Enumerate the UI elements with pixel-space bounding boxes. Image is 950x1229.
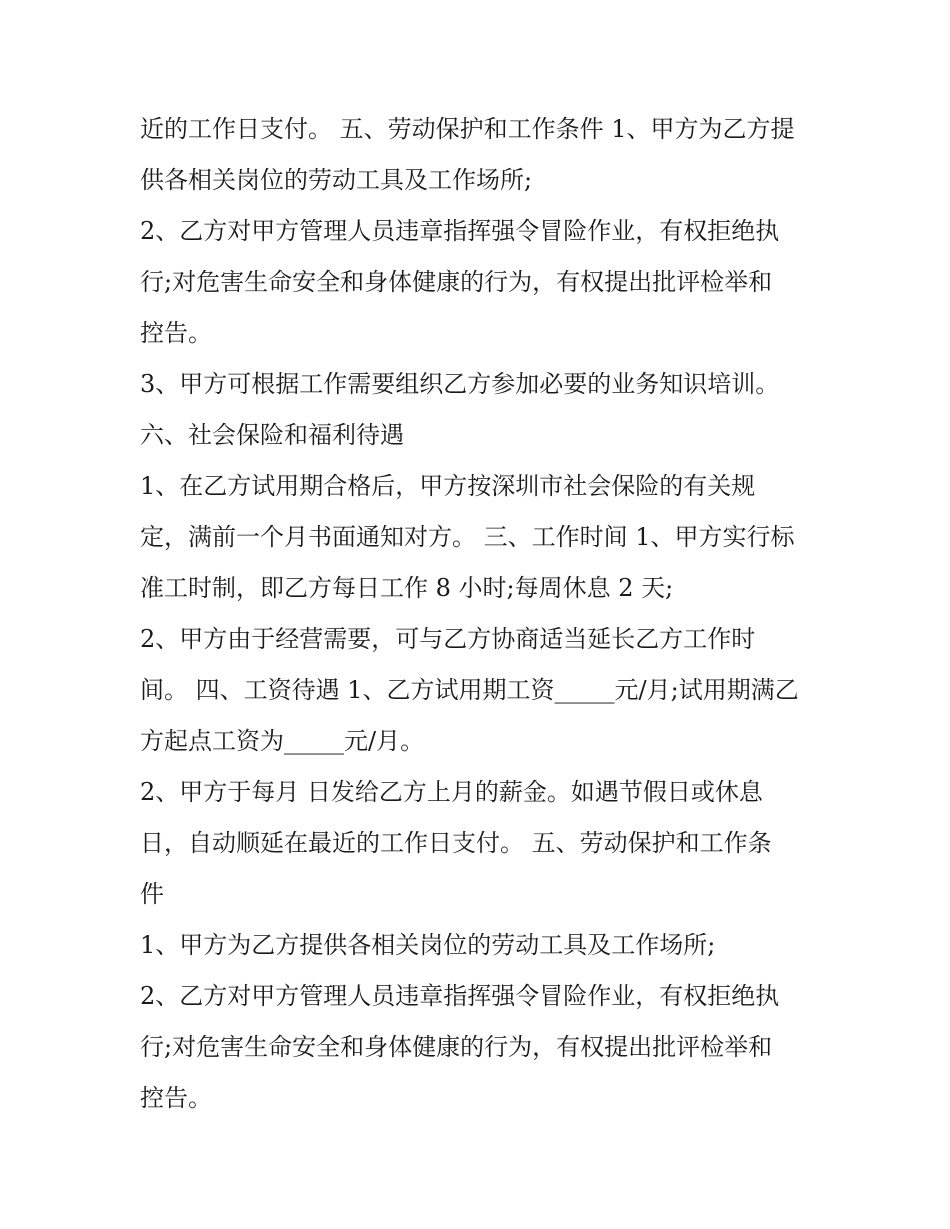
text-line: 2、甲方于每月 日发给乙方上月的薪金。如遇节假日或休息: [140, 778, 763, 806]
text-line: 2、乙方对甲方管理人员违章指挥强令冒险作业，有权拒绝执: [140, 217, 780, 245]
text-line: 日，自动顺延在最近的工作日支付。 五、劳动保护和工作条: [140, 829, 772, 857]
text-line: 控告。: [140, 1084, 212, 1112]
text-line: 行;对危害生命安全和身体健康的行为，有权提出批评检举和: [140, 1033, 773, 1061]
text-line: 准工时制，即乙方每日工作 8 小时;每周休息 2 天;: [140, 574, 674, 602]
text-line: 3、甲方可根据工作需要组织乙方参加必要的业务知识培训。: [140, 370, 780, 398]
text-line: 定，满前一个月书面通知对方。 三、工作时间 1、甲方实行标: [140, 523, 795, 551]
document-body: [140, 104, 820, 1124]
text-line: 近的工作日支付。 五、劳动保护和工作条件 1、甲方为乙方提: [140, 115, 795, 143]
section-heading: 六、社会保险和福利待遇: [140, 421, 404, 449]
text-line: 控告。: [140, 319, 212, 347]
text-line: 行;对危害生命安全和身体健康的行为，有权提出批评检举和: [140, 268, 773, 296]
text-line: 方起点工资为_____元/月。: [140, 727, 425, 755]
text-line: 供各相关岗位的劳动工具及工作场所;: [140, 166, 533, 194]
text-line: 间。 四、工资待遇 1、乙方试用期工资_____元/月;试用期满乙: [140, 676, 799, 704]
text-line: 2、乙方对甲方管理人员违章指挥强令冒险作业，有权拒绝执: [140, 982, 780, 1010]
text-line: 2、甲方由于经营需要，可与乙方协商适当延长乙方工作时: [140, 625, 756, 653]
text-line: 1、甲方为乙方提供各相关岗位的劳动工具及工作场所;: [140, 931, 716, 959]
text-line: 件: [140, 880, 164, 908]
text-line: 1、在乙方试用期合格后，甲方按深圳市社会保险的有关规: [140, 472, 756, 500]
